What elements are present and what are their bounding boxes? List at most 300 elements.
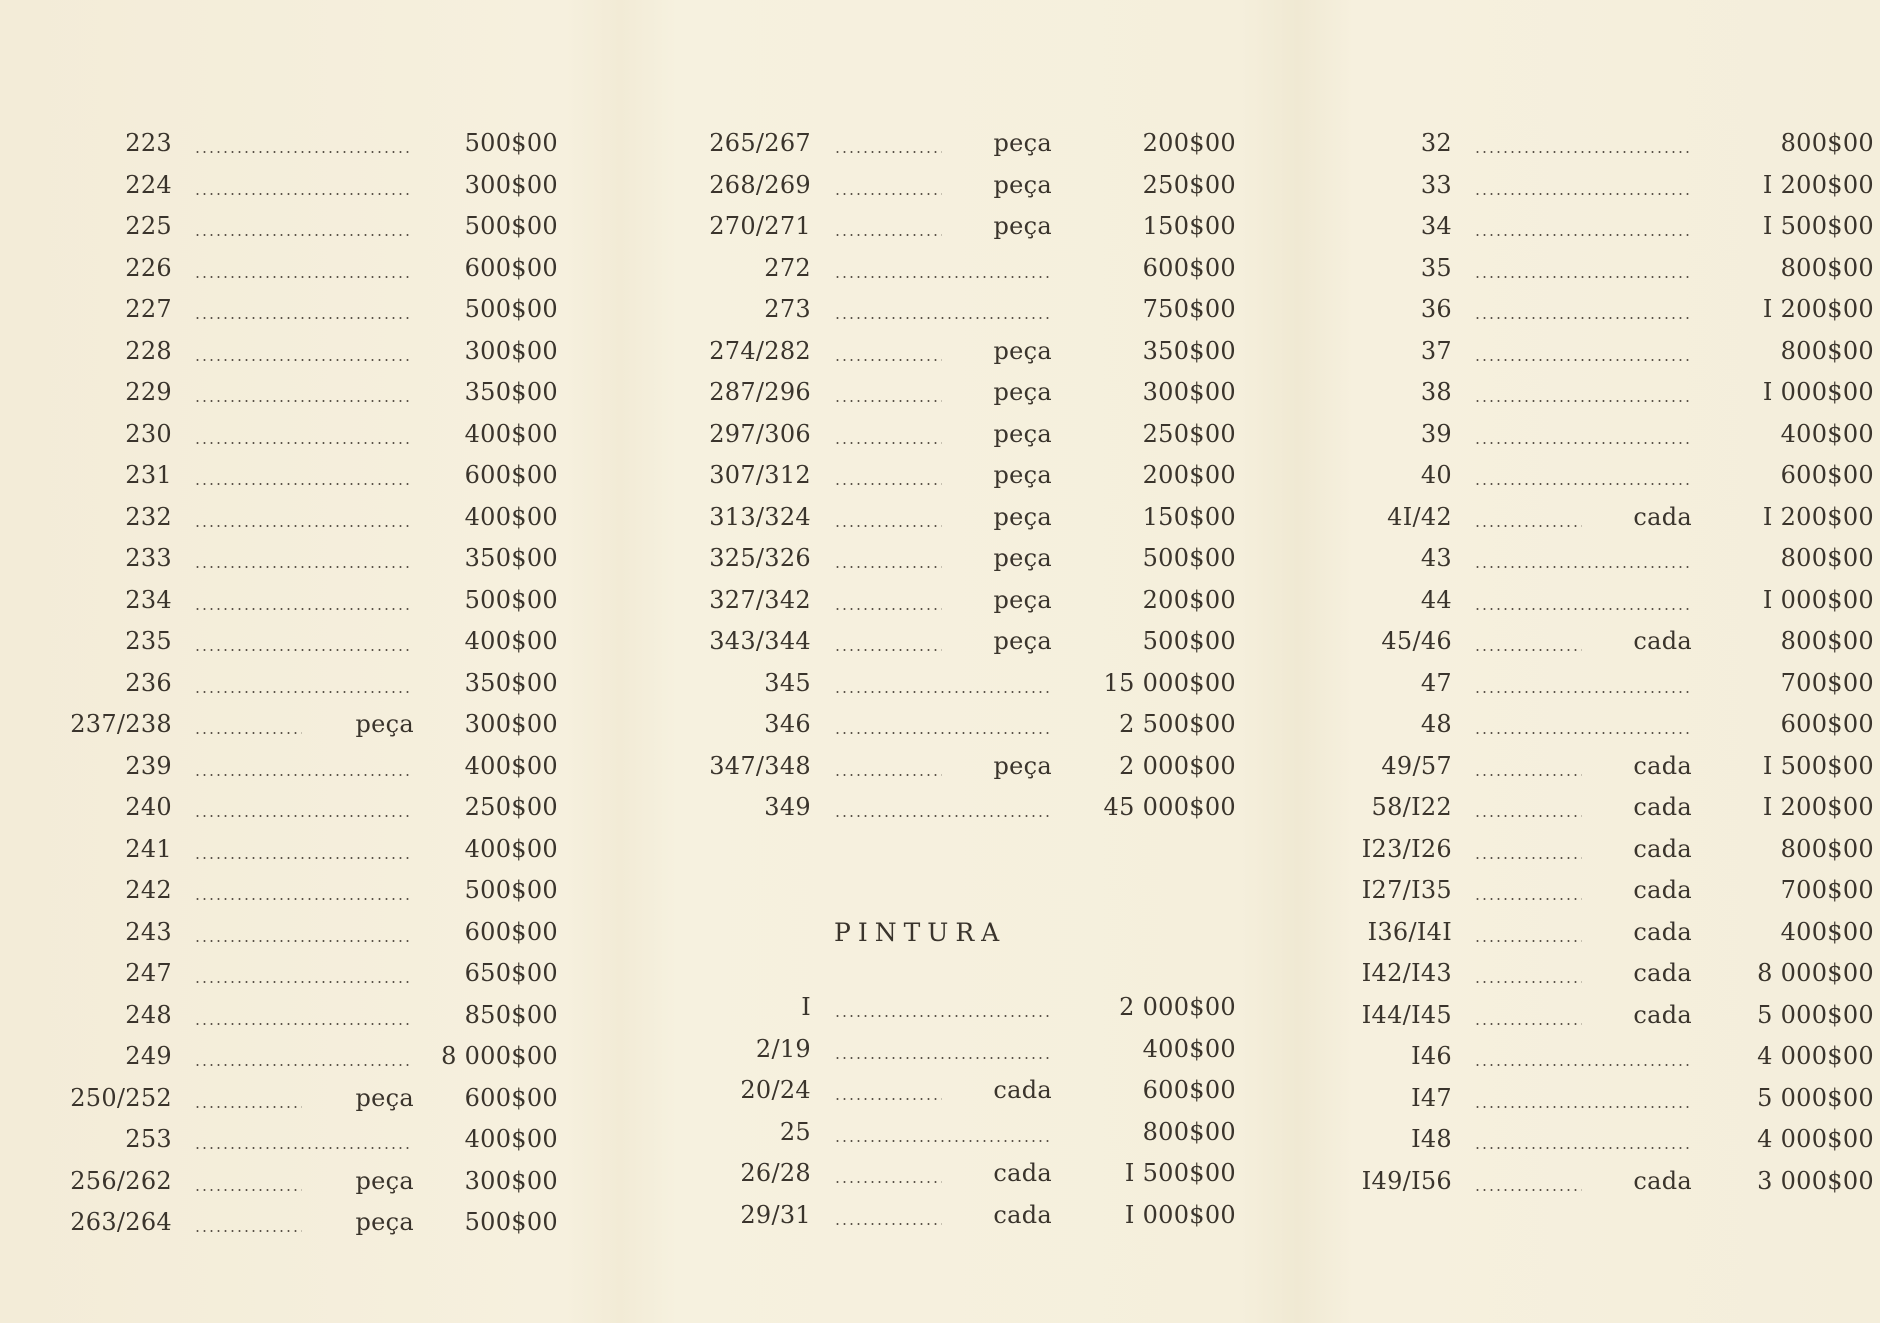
item-price: 500$00 [464,585,558,614]
price-row [60,585,558,628]
dot-leader [194,710,302,738]
dot-leader [194,1208,302,1236]
item-number: 248 [125,1000,172,1029]
item-price: 400$00 [1142,1034,1236,1063]
item-unit: peça [355,710,414,738]
item-price: 500$00 [464,876,558,904]
item-price: 400$00 [464,1125,558,1153]
dot-leader [194,544,412,572]
price-row [698,336,1236,379]
item-number: 40 [1420,461,1452,489]
dot-leader [1474,544,1692,572]
item-unit: cada [1633,502,1692,531]
item-number: 241 [125,834,172,863]
item-price: 500$00 [464,295,558,323]
dot-leader [1474,1125,1692,1153]
item-price: I 000$00 [1762,585,1874,614]
price-row [1338,959,1874,1001]
dot-leader [1474,669,1692,697]
dot-leader [834,171,942,199]
item-number: 58/I22 [1371,793,1452,821]
dot-leader [1474,337,1692,365]
item-price: 200$00 [1142,461,1236,489]
item-number: 33 [1420,170,1452,199]
price-row [1338,876,1874,918]
item-unit: cada [1633,1000,1692,1029]
price-row [1338,1083,1874,1126]
item-price: 2 000$00 [1119,993,1236,1021]
price-row [1338,1125,1874,1167]
item-price: 350$00 [464,668,558,697]
item-unit: peça [993,336,1052,365]
dot-leader [834,1201,942,1229]
dot-leader [194,918,412,946]
dot-leader [194,503,412,531]
item-number: 225 [125,212,172,240]
item-number: 263/264 [70,1208,172,1236]
item-price: 800$00 [1780,336,1874,365]
item-price: 500$00 [464,1208,558,1236]
price-row [1338,295,1874,337]
dot-leader [834,420,942,448]
item-number: 32 [1420,129,1452,157]
item-price: 600$00 [464,1083,558,1112]
item-number: 47 [1420,668,1452,697]
dot-leader [834,669,1052,697]
item-number: 233 [125,544,172,572]
item-unit: peça [355,1208,414,1236]
item-price: 8 000$00 [441,1042,558,1070]
item-number: 268/269 [709,170,811,199]
item-number: 313/324 [709,502,811,531]
item-unit: peça [993,585,1052,614]
item-unit: peça [355,1083,414,1112]
item-number: 230 [125,419,172,448]
dot-leader [194,793,412,821]
dot-leader [1474,835,1582,863]
dot-leader [1474,1042,1692,1070]
item-number: 242 [125,876,172,904]
item-price: 500$00 [464,212,558,240]
item-price: 15 000$00 [1103,668,1236,697]
item-number: 235 [125,627,172,655]
price-row [60,1125,558,1167]
price-row [60,502,558,545]
item-number: 231 [125,461,172,489]
item-price: 800$00 [1780,253,1874,282]
item-number: 287/296 [709,378,811,406]
item-price: 800$00 [1780,627,1874,655]
item-number: 227 [125,295,172,323]
price-row [698,170,1236,213]
price-row [698,129,1236,171]
item-price: 500$00 [1142,627,1236,655]
item-price: 700$00 [1780,876,1874,904]
item-price: 400$00 [464,751,558,780]
item-price: 600$00 [1780,710,1874,738]
price-row [60,170,558,213]
dot-leader [834,1118,1052,1146]
item-number: 229 [125,378,172,406]
dot-leader [194,1042,412,1070]
item-number: 250/252 [70,1083,172,1112]
dot-leader [1474,503,1582,531]
price-row [60,917,558,960]
item-unit: peça [355,1166,414,1195]
item-number: 346 [764,710,811,738]
item-price: 300$00 [1142,378,1236,406]
dot-leader [1474,1001,1582,1029]
item-price: 400$00 [464,627,558,655]
item-number: 325/326 [709,544,811,572]
price-row [1338,212,1874,254]
item-price: 300$00 [464,1166,558,1195]
price-row [60,336,558,379]
item-number: 270/271 [709,212,811,240]
item-price: 200$00 [1142,585,1236,614]
item-number: 347/348 [709,751,811,780]
price-row [60,1166,558,1209]
item-price: 200$00 [1142,129,1236,157]
price-row [60,876,558,918]
dot-leader [194,1084,302,1112]
price-row [1338,917,1874,960]
dot-leader [194,669,412,697]
item-price: 2 500$00 [1119,710,1236,738]
price-row [60,544,558,586]
item-number: 228 [125,336,172,365]
item-number: 239 [125,751,172,780]
item-number: 265/267 [709,129,811,157]
item-unit: peça [993,502,1052,531]
item-number: 349 [764,793,811,821]
price-row [1338,419,1874,462]
item-price: 700$00 [1780,668,1874,697]
item-price: I 500$00 [1762,212,1874,240]
dot-leader [834,212,942,240]
price-row [698,668,1236,711]
item-number: 37 [1420,336,1452,365]
dot-leader [194,171,412,199]
item-number: 35 [1420,253,1452,282]
dot-leader [1474,752,1582,780]
item-unit: peça [993,170,1052,199]
item-price: I 200$00 [1762,170,1874,199]
item-number: I [801,993,811,1021]
price-row [698,212,1236,254]
item-price: I 500$00 [1762,751,1874,780]
item-price: 300$00 [464,336,558,365]
item-price: I 500$00 [1124,1159,1236,1187]
price-row [1338,1166,1874,1209]
item-price: I 000$00 [1762,378,1874,406]
dot-leader [834,710,1052,738]
item-price: 8 000$00 [1757,959,1874,987]
item-price: 300$00 [464,170,558,199]
item-price: 350$00 [464,378,558,406]
dot-leader [194,212,412,240]
price-row [698,793,1236,835]
item-price: 250$00 [1142,419,1236,448]
item-price: 800$00 [1780,129,1874,157]
section-title-pintura: PINTURA [834,918,1007,947]
item-price: 45 000$00 [1103,793,1236,821]
item-unit: cada [1633,751,1692,780]
item-price: 750$00 [1142,295,1236,323]
item-unit: cada [993,1200,1052,1229]
item-number: 44 [1420,585,1452,614]
price-row [60,834,558,877]
item-unit: cada [1633,959,1692,987]
item-number: 223 [125,129,172,157]
item-price: 850$00 [464,1000,558,1029]
item-price: 400$00 [464,502,558,531]
item-price: 800$00 [1780,544,1874,572]
price-row [60,461,558,503]
dot-leader [834,1035,1052,1063]
dot-leader [1474,461,1692,489]
item-number: I47 [1411,1083,1452,1112]
item-unit: peça [993,751,1052,780]
item-price: I 200$00 [1762,793,1874,821]
price-row [60,1042,558,1084]
item-unit: cada [1633,876,1692,904]
item-price: 650$00 [464,959,558,987]
item-price: 300$00 [464,710,558,738]
item-number: 237/238 [70,710,172,738]
dot-leader [194,254,412,282]
item-number: 297/306 [709,419,811,448]
price-row [698,502,1236,545]
price-row [1338,627,1874,669]
item-price: I 200$00 [1762,502,1874,531]
price-row [698,378,1236,420]
price-row [698,751,1236,794]
item-price: 250$00 [464,793,558,821]
dot-leader [194,129,412,157]
dot-leader [1474,1084,1692,1112]
price-row [698,461,1236,503]
item-unit: peça [993,378,1052,406]
item-number: 38 [1420,378,1452,406]
dot-leader [194,1001,412,1029]
item-number: 274/282 [709,336,811,365]
item-unit: peça [993,129,1052,157]
dot-leader [1474,710,1692,738]
item-price: 5 000$00 [1757,1083,1874,1112]
price-row [698,627,1236,669]
dot-leader [194,420,412,448]
price-row [60,253,558,296]
price-row [60,129,558,171]
item-price: 250$00 [1142,170,1236,199]
price-row [1338,336,1874,379]
dot-leader [834,586,942,614]
dot-leader [194,752,412,780]
item-price: 2 000$00 [1119,751,1236,780]
item-number: 327/342 [709,585,811,614]
price-row [1338,668,1874,711]
price-row [1338,253,1874,296]
dot-leader [194,835,412,863]
item-price: 500$00 [1142,544,1236,572]
item-unit: cada [1633,1166,1692,1195]
item-price: 600$00 [464,461,558,489]
price-row [1338,378,1874,420]
item-number: I49/I56 [1361,1166,1452,1195]
dot-leader [1474,212,1692,240]
item-number: 25 [779,1117,811,1146]
item-number: I48 [1411,1125,1452,1153]
price-row [1338,129,1874,171]
item-number: 226 [125,253,172,282]
price-row [1338,710,1874,752]
dot-leader [1474,254,1692,282]
price-row [1338,793,1874,835]
dot-leader [834,793,1052,821]
item-number: 249 [125,1042,172,1070]
price-column-2 [698,129,1236,835]
dot-leader [194,337,412,365]
price-row [60,378,558,420]
price-row [1338,834,1874,877]
item-number: 253 [125,1125,172,1153]
item-price: 600$00 [464,253,558,282]
item-number: 240 [125,793,172,821]
item-price: 600$00 [1142,1076,1236,1104]
dot-leader [194,627,412,655]
item-number: 256/262 [70,1166,172,1195]
price-row [60,1000,558,1043]
dot-leader [194,586,412,614]
price-row [60,1083,558,1126]
item-price: 150$00 [1142,212,1236,240]
dot-leader [1474,295,1692,323]
item-number: 43 [1420,544,1452,572]
dot-leader [834,503,942,531]
item-price: 800$00 [1142,1117,1236,1146]
item-number: 234 [125,585,172,614]
dot-leader [834,1159,942,1187]
item-price: 600$00 [1780,461,1874,489]
price-row [1338,461,1874,503]
item-price: 400$00 [464,419,558,448]
item-unit: peça [993,419,1052,448]
item-unit: peça [993,627,1052,655]
price-row [60,959,558,1001]
item-number: 49/57 [1381,751,1452,780]
item-price: 350$00 [464,544,558,572]
price-column-3 [1338,129,1874,1208]
item-unit: peça [993,461,1052,489]
item-number: I36/I4I [1367,917,1452,946]
item-price: 3 000$00 [1757,1166,1874,1195]
dot-leader [194,295,412,323]
item-unit: cada [1633,917,1692,946]
dot-leader [1474,627,1582,655]
item-unit: peça [993,544,1052,572]
dot-leader [834,461,942,489]
dot-leader [1474,129,1692,157]
item-number: 272 [764,253,811,282]
dot-leader [834,129,942,157]
item-number: 4I/42 [1387,502,1452,531]
price-row [1338,544,1874,586]
item-number: 273 [764,295,811,323]
price-row [60,1208,558,1250]
item-price: 4 000$00 [1757,1042,1874,1070]
item-number: 343/344 [709,627,811,655]
item-number: 236 [125,668,172,697]
item-price: 150$00 [1142,502,1236,531]
item-number: 45/46 [1381,627,1452,655]
item-price: 600$00 [1142,253,1236,282]
item-number: 39 [1420,419,1452,448]
price-row [60,710,558,752]
dot-leader [194,959,412,987]
dot-leader [1474,586,1692,614]
item-number: 29/31 [740,1200,811,1229]
price-row [60,627,558,669]
dot-leader [194,461,412,489]
price-row [698,253,1236,296]
dot-leader [194,378,412,406]
price-row [1338,585,1874,628]
item-number: I27/I35 [1361,876,1452,904]
dot-leader [1474,876,1582,904]
price-row [60,212,558,254]
item-price: 600$00 [464,917,558,946]
item-number: 34 [1420,212,1452,240]
dot-leader [834,295,1052,323]
item-price: I 000$00 [1124,1200,1236,1229]
item-number: 36 [1420,295,1452,323]
dot-leader [1474,378,1692,406]
item-unit: cada [1633,793,1692,821]
dot-leader [834,254,1052,282]
item-number: 2/19 [755,1034,811,1063]
dot-leader [1474,171,1692,199]
price-row [60,751,558,794]
dot-leader [834,378,942,406]
item-number: 20/24 [740,1076,811,1104]
price-row [60,419,558,462]
item-number: I42/I43 [1361,959,1452,987]
item-number: 345 [764,668,811,697]
item-price: 400$00 [1780,917,1874,946]
price-row [1338,1000,1874,1043]
price-column-1 [60,129,558,1250]
price-row [60,295,558,337]
item-unit: cada [1633,627,1692,655]
item-price: I 200$00 [1762,295,1874,323]
dot-leader [194,1167,302,1195]
item-unit: cada [993,1076,1052,1104]
item-number: 247 [125,959,172,987]
price-row [698,419,1236,462]
dot-leader [834,627,942,655]
price-row [698,585,1236,628]
item-price: 400$00 [1780,419,1874,448]
price-row [698,710,1236,752]
dot-leader [194,1125,412,1153]
item-price: 500$00 [464,129,558,157]
item-number: 48 [1420,710,1452,738]
dot-leader [1474,918,1582,946]
price-row [1338,170,1874,213]
price-row [60,668,558,711]
item-number: I44/I45 [1361,1000,1452,1029]
